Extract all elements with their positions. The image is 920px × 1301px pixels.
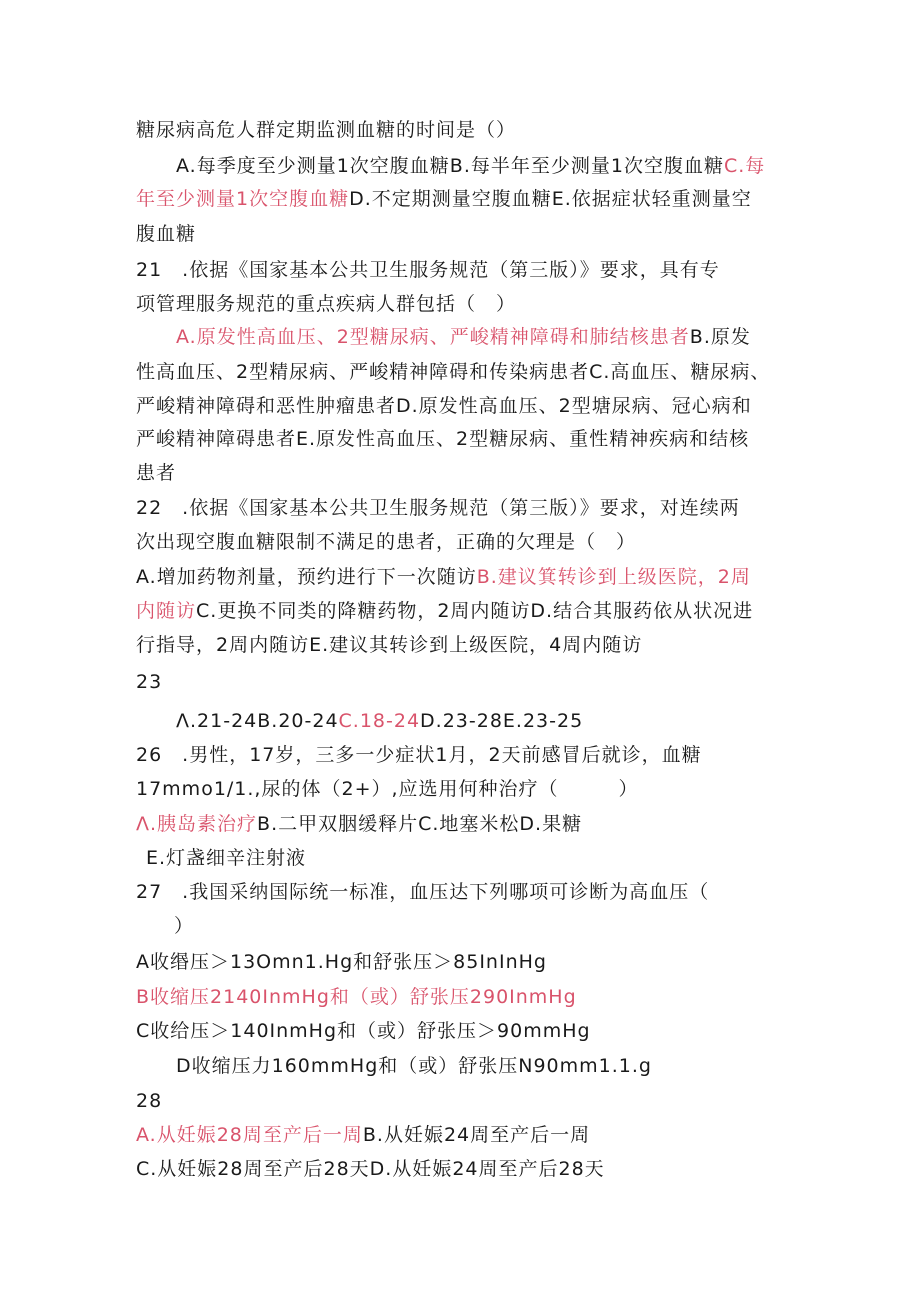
q23-options <box>176 709 583 733</box>
q21-option-b-start: B.原发 <box>689 326 751 348</box>
q21-options-line1 <box>176 325 751 349</box>
q20-options-line1 <box>176 154 765 178</box>
q23-options-de: D.23-28E.23-25 <box>420 710 584 732</box>
q26-options-line1 <box>136 812 582 836</box>
q20-options-de: D.不定期测量空腹血糖E.依据症状轻重测量空 <box>349 188 752 210</box>
q21-answer-a: A.原发性高血压、2型糖尿病、严峻精神障碍和肺结核患者 <box>176 326 690 348</box>
q26-stem-line1: 26 .男性，17岁，三多一少症状1月，2天前感冒后就诊，血糖 <box>136 744 702 766</box>
q22-answer-b-part2: 内随访 <box>136 600 197 622</box>
q20-answer-c-part2: 年至少测量1次空腹血糖 <box>136 188 350 210</box>
q28-number: 28 <box>136 1090 163 1112</box>
q21-options-line2: 性高血压、2型精尿病、严峻精神障碍和传染病患者C.高血压、糖尿病、 <box>136 361 771 383</box>
q26-answer-a: Λ.胰岛素治疗 <box>136 813 258 835</box>
q22-stem-line1: 22 .依据《国家基本公共卫生服务规范（第三版）》要求，对连续两 <box>136 497 740 519</box>
q21-stem-line1: 21 .依据《国家基本公共卫生服务规范（第三版）》要求，具有专 <box>136 259 720 281</box>
q22-answer-b-part1: B.建议箕转诊到上级医院，2周 <box>476 566 751 588</box>
q23-number: 23 <box>136 671 163 693</box>
q22-stem-line2: 次出现空腹血糖限制不满足的患者，正确的欠理是（ ） <box>136 531 637 553</box>
q20-options-line3: 腹血糖 <box>136 223 197 245</box>
q21-stem-line2: 项管理服务规范的重点疾病人群包括（ ） <box>136 293 517 315</box>
q20-options-ab: A.每季度至少测量1次空腹血糖B.每半年至少测量1次空腹血糖 <box>176 155 724 177</box>
q22-option-a: A.增加药物剂量，预约进行下一次随访 <box>136 566 477 588</box>
q27-answer-b: B收缩压2140InmHg和（或）舒张压290InmHg <box>136 986 577 1008</box>
q27-option-a: A收缗压＞13Omn1.Hg和舒张压＞85InInHg <box>136 951 547 973</box>
q28-options-line1 <box>136 1123 590 1147</box>
q26-option-e: E.灯盏细辛注射液 <box>146 847 307 869</box>
q21-options-line3: 严峻精神障碍和恶性肿瘤患者D.原发性高血压、2型塘尿病、冠心病和 <box>136 395 752 417</box>
q21-options-line5: 患者 <box>136 462 177 484</box>
q20-stem: 糖尿病高危人群定期监测血糖的时间是（） <box>136 119 517 141</box>
q23-options-ab: Λ.21-24B.20-24 <box>176 710 339 732</box>
q20-answer-c-part1: C.每 <box>723 155 766 177</box>
q28-answer-a: A.从妊娠28周至产后一周 <box>136 1124 363 1146</box>
q27-option-d: D收缩压力160mmHg和（或）舒张压N90mm1.1.g <box>176 1055 652 1077</box>
q22-options-line3: 行指导，2周内随访E.建议其转诊到上级医院，4周内随访 <box>136 634 643 656</box>
q20-options-line2 <box>136 187 752 211</box>
q27-option-c: C收给压＞140InmHg和（或）舒张压＞90mmHg <box>136 1020 591 1042</box>
q28-options-line2: C.从妊娠28周至产后28天D.从妊娠24周至产后28天 <box>136 1158 605 1180</box>
q21-options-line4: 严峻精神障碍患者E.原发性高血压、2型糖尿病、重性精神疾病和结核 <box>136 428 750 450</box>
q27-stem-line1: 27 .我国采纳国际统一标准，血压达下列哪项可诊断为高血压（ <box>136 881 710 903</box>
q26-options-bcd: B.二甲双胭缓释片C.地塞米松D.果糖 <box>257 813 583 835</box>
q27-stem-line2: ） <box>174 915 195 937</box>
q22-options-cd: C.更换不同类的降糖药物，2周内随访D.结合其服药依从状况进 <box>196 600 754 622</box>
q26-stem-line2: 17mmo1/1.,尿的体（2+）,应选用何种治疗（ ） <box>136 778 639 800</box>
q22-options-line1 <box>136 565 751 589</box>
q22-options-line2 <box>136 599 753 623</box>
q23-answer-c: C.18-24 <box>338 710 421 732</box>
q28-option-b: B.从妊娠24周至产后一周 <box>362 1124 591 1146</box>
